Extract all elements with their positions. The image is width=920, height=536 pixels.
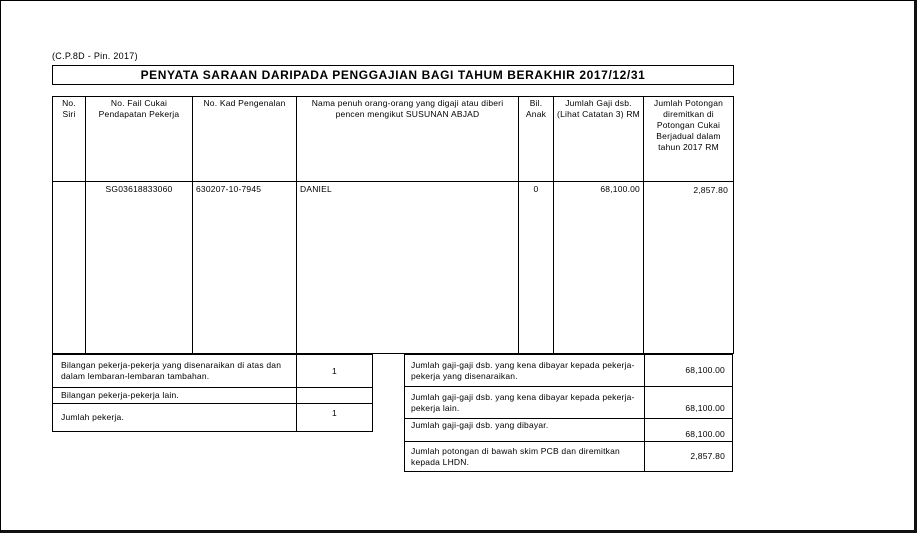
employee-table <box>52 96 734 354</box>
summary-row <box>405 419 733 442</box>
salary-total-summary <box>404 354 733 472</box>
header-nama: Nama penuh orang-orang yang digaji atau diberi pencen mengikut SUSUNAN ABJAD <box>297 97 519 182</box>
cell-no-fail: SG03618833060 <box>86 182 193 354</box>
summary-value-total-salaries: 68,100.00 <box>645 419 733 442</box>
summary-row <box>405 355 733 387</box>
cell-jumlah-potongan: 2,857.80 <box>644 182 734 354</box>
summary-value-other-employees <box>297 388 373 404</box>
summary-value-listed-employees: 1 <box>297 355 373 388</box>
summary-label-total-salaries: Jumlah gaji-gaji dsb. yang dibayar. <box>405 419 645 442</box>
summary-row <box>53 404 373 432</box>
summary-value-pcb-deduction: 2,857.80 <box>645 442 733 472</box>
summary-label-listed-employees: Bilangan pekerja-pekerja yang disenaraikan di atas dan dalam lembaran-lembaran tambahan. <box>53 355 297 388</box>
summary-value-listed-salaries: 68,100.00 <box>645 355 733 387</box>
cell-no-siri <box>53 182 86 354</box>
header-jumlah-potongan: Jumlah Potongan diremitkan di Potongan Cukai Berjadual dalam tahun 2017 RM <box>644 97 734 182</box>
summary-label-total-employees: Jumlah pekerja. <box>53 404 297 432</box>
cell-no-kad: 630207-10-7945 <box>193 182 297 354</box>
summary-label-other-employees: Bilangan pekerja-pekerja lain. <box>53 388 297 404</box>
header-bil-anak: Bil. Anak <box>519 97 554 182</box>
employee-count-summary <box>52 354 373 432</box>
header-no-fail: No. Fail Cukai Pendapatan Pekerja <box>86 97 193 182</box>
summary-value-other-salaries: 68,100.00 <box>645 387 733 419</box>
summary-label-pcb-deduction: Jumlah potongan di bawah skim PCB dan diremitkan kepada LHDN. <box>405 442 645 472</box>
header-no-kad: No. Kad Pengenalan <box>193 97 297 182</box>
summary-label-listed-salaries: Jumlah gaji-gaji dsb. yang kena dibayar kepada pekerja-pekerja yang disenaraikan. <box>405 355 645 387</box>
form-reference: (C.P.8D - Pin. 2017) <box>52 51 138 61</box>
cell-bil-anak: 0 <box>519 182 554 354</box>
header-jumlah-gaji: Jumlah Gaji dsb. (Lihat Catatan 3) RM <box>554 97 644 182</box>
table-header-row <box>53 97 734 182</box>
summary-value-total-employees: 1 <box>297 404 373 432</box>
table-row <box>53 182 734 354</box>
summary-row <box>405 442 733 472</box>
summary-label-other-salaries: Jumlah gaji-gaji dsb. yang kena dibayar kepada pekerja-pekerja lain. <box>405 387 645 419</box>
cell-jumlah-gaji: 68,100.00 <box>554 182 644 354</box>
summary-row <box>53 355 373 388</box>
cell-nama: DANIEL <box>297 182 519 354</box>
summary-row <box>53 388 373 404</box>
report-title: PENYATA SARAAN DARIPADA PENGGAJIAN BAGI TAHUM BERAKHIR 2017/12/31 <box>52 65 734 85</box>
summary-row <box>405 387 733 419</box>
header-no-siri: No. Siri <box>53 97 86 182</box>
